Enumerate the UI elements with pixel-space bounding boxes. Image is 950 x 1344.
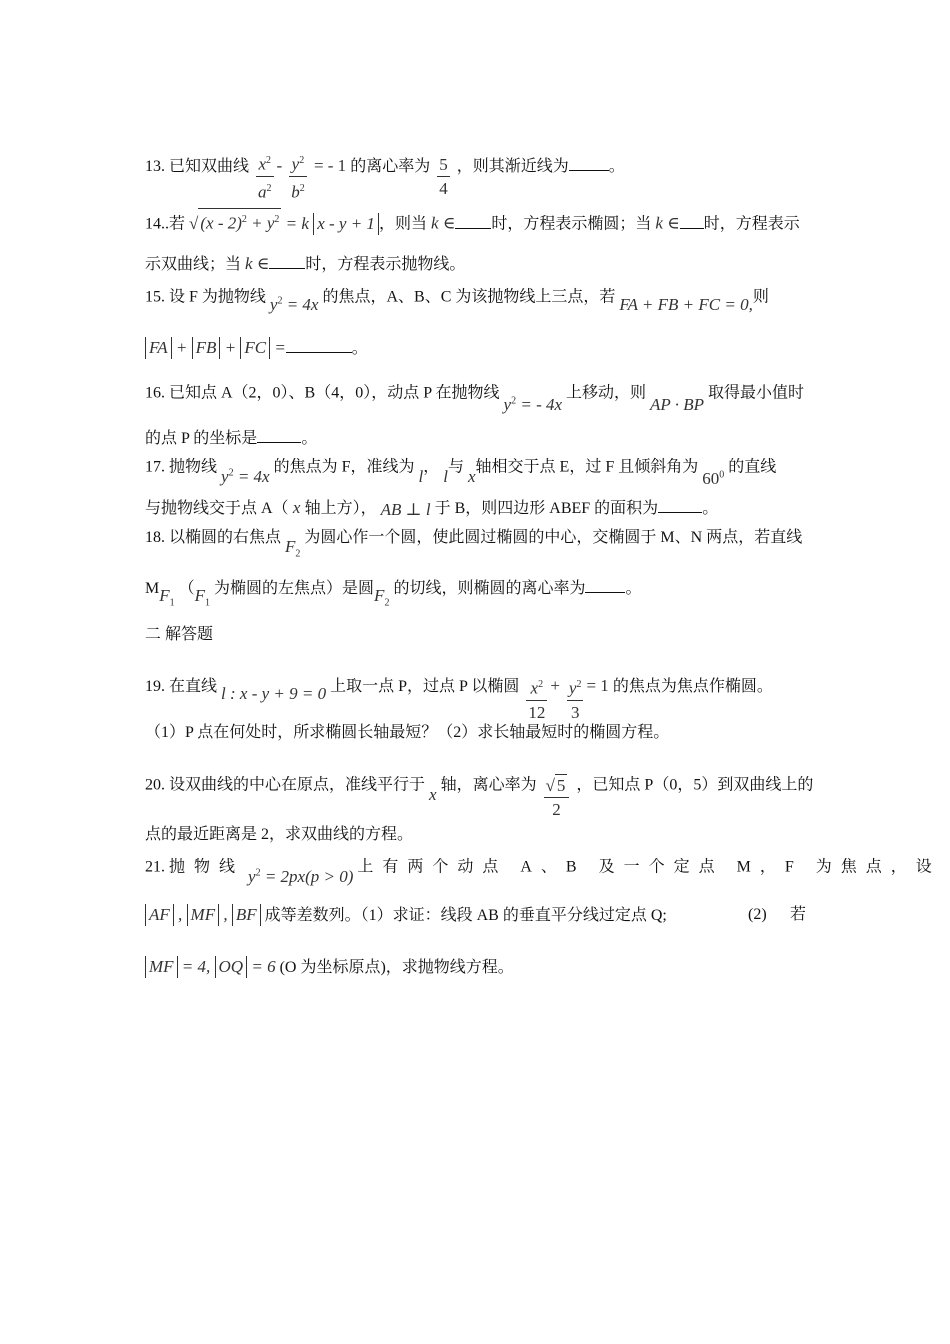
math-formula: $y^2$ = - 4x [503, 394, 563, 414]
answer-blank [585, 576, 625, 593]
answer-blank [269, 252, 305, 269]
question-17-continued: 与抛物线交于点 A（ x 轴上方）， AB ⊥ l 于 B，则四边形 ABEF 的面积为 。 [145, 498, 719, 519]
question-number: 18. [145, 529, 165, 546]
question-20: 20. 设双曲线的中心在原点，准线平行于 x 轴，离心率为 $\frac{√ 5}{2}$ ，已知点 P（0，5）到双曲线上的 [145, 762, 813, 810]
math-formula: $60^0$ [702, 468, 725, 488]
math-formula: √ $(x - 2)^2 + y^2 = k$ x - y + 1 [189, 214, 379, 233]
question-number: 14. [145, 215, 165, 233]
question-14-continued: 示双曲线；当 k ∈ 时，方程表示抛物线。 [145, 254, 466, 273]
question-16: 16. 已知点 A（2，0）、B（4，0），动点 P 在抛物线 $y^2$ = - 4x 上移动，则 AP · BP 取得最小值时 [145, 384, 805, 414]
question-number: 21. [145, 858, 165, 876]
question-19: 19. 在直线 l : x - y + 9 = 0 上取一点 P，过点 P 以椭圆 $\frac{x^2}{12}$ + $\frac{y^2}{3}$ = 1 的焦点为焦点作椭圆。 [145, 662, 773, 713]
question-21-continued: AF , MF , BF 成等差数列。（1）求证：线段 AB 的垂直平分线过定点 Q; [145, 904, 667, 927]
question-20-continued: 点的最近距离是 2，求双曲线的方程。 [145, 826, 414, 843]
question-number: 16. [145, 384, 165, 402]
question-number: 13. [145, 157, 165, 175]
question-number: 15. [145, 288, 165, 306]
answer-blank [680, 212, 704, 229]
math-formula: AP · BP [650, 394, 705, 414]
document-page: 13. 已知双曲线 $\frac{x^2}{a^2}$ - $\frac{y^2}{b^2}$ = - 1 的离心率为 $\frac{5}{4}$ ，则其渐近线为 。 14..若 √ $(x - 2)^2 + y^2 = k$ x - y + 1 ，则当 k ∈ 时，方程表示椭圆；当 k ∈ 时，方程表示 示双曲线；当 k ∈ 时，方程表示抛物线。 15. 设 F 为抛物线 $y^2 = 4x$ 的焦点，A、B、C 为该抛物线上三点，若 FA + FB + FC = 0,则 FA + FB + FC = 。 16. 已知点 A（2，0）、B（4，0），动点 P 在抛物线 $y^2$ = - 4x 上移动，则 AP · BP 取得最小值时 的点 P 的坐标是 。 17. 抛物线 $y^2 = 4x$ 的焦点为 F，准线为 l， l与 x轴相交于点 E，过 F 且倾斜角为 $60^0$ 的直线 与抛物线交于点 A（ x 轴上方）， AB ⊥ l 于 B，则四边形 ABEF 的面积为 。 18. 以椭圆的右焦点 $F_2$ 为圆心作一个圆，使此圆过椭圆的中心，交椭圆于 M、N 两点，若直线 $MF_1$ （$F_1$ 为椭圆的左焦点）是圆$F_2$ 的切线，则椭圆的离心率为 。 二 解答题 19. 在直线 l : x - y + 9 = 0 上取一点 P，过点 P 以椭圆 $\frac{x^2}{12}$ + $\frac{y^2}{3}$ = 1 的焦点为焦点作椭圆。 （1）P 点在何处时，所求椭圆长轴最短？（2）求长轴最短时的椭圆方程。 20. 设双曲线的中心在原点，准线平行于 x 轴，离心率为 $\frac{√ 5}{2}$ ，已知点 P（0，5）到双曲线上的 点的最近距离是 2，求双曲线的方程。 21. 抛物线 $y^2 = 2px(p > 0)$ 上有两个动点 A、B 及一个定点 M，F 为焦点，设 AF , MF , BF 成等差数列。（1）求证：线段 AB 的垂直平分线过定点 Q; (2) 若 MF = 4, OQ = 6 (O 为坐标原点)，求抛物线方程。 [0, 0, 950, 1344]
question-16-continued: 的点 P 的坐标是 。 [145, 426, 317, 450]
answer-blank [286, 336, 352, 353]
answer-blank [257, 426, 301, 443]
math-formula: $\frac{5}{4}$ [439, 154, 448, 198]
math-formula: $y^2 = 2px(p > 0)$ [248, 866, 354, 886]
math-formula: l : x - y + 9 = 0 [221, 684, 327, 703]
answer-blank [455, 212, 491, 229]
math-formula: AF , MF , BF [145, 905, 261, 924]
question-number: 17. [145, 458, 165, 476]
math-formula: AB ⊥ l [380, 500, 431, 519]
question-17: 17. 抛物线 $y^2 = 4x$ 的焦点为 F，准线为 l， l与 x轴相交于点 E，过 F 且倾斜角为 $60^0$ 的直线 [145, 458, 777, 488]
math-formula: $\frac{x^2}{a^2}$ [256, 150, 274, 204]
question-15-continued: FA + FB + FC = 。 [145, 336, 368, 360]
math-formula: FA + FB + FC = 0, [619, 294, 753, 314]
math-formula: MF = 4, OQ = 6 [145, 957, 276, 976]
math-formula: FA + FB + FC = [145, 338, 286, 357]
question-21: 21. 抛物线 $y^2 = 2px(p > 0)$ 上有两个动点 A、B 及一个定点 M，F 为焦点，设 [145, 858, 941, 886]
question-19-continued: （1）P 点在何处时，所求椭圆长轴最短？（2）求长轴最短时的椭圆方程。 [145, 724, 670, 741]
question-18: 18. 以椭圆的右焦点 $F_2$ 为圆心作一个圆，使此圆过椭圆的中心，交椭圆于 M、N 两点，若直线 [145, 529, 803, 560]
math-formula: $y^2 = 4x$ [269, 294, 319, 314]
question-number: 19. [145, 678, 165, 695]
question-15: 15. 设 F 为抛物线 $y^2 = 4x$ 的焦点，A、B、C 为该抛物线上三点，若 FA + FB + FC = 0,则 [145, 288, 769, 314]
answer-blank [658, 496, 702, 513]
question-21-continued-2: MF = 4, OQ = 6 (O 为坐标原点)，求抛物线方程。 [145, 956, 514, 979]
answer-blank [569, 154, 609, 171]
question-18-continued: $MF_1$ （$F_1$ 为椭圆的左焦点）是圆$F_2$ 的切线，则椭圆的离心率为 。 [145, 576, 641, 606]
math-formula: $y^2 = 4x$ [221, 466, 270, 486]
math-formula: $\frac{x^2}{12}$ [526, 674, 547, 725]
question-13: 13. 已知双曲线 $\frac{x^2}{a^2}$ - $\frac{y^2}{b^2}$ = - 1 的离心率为 $\frac{5}{4}$ ，则其渐近线为 。 [145, 140, 625, 194]
math-formula: $F_2$ [285, 537, 301, 560]
question-number: 20. [145, 776, 165, 794]
math-formula: $\frac{√ 5}{2}$ [544, 774, 570, 822]
question-14: 14..若 √ $(x - 2)^2 + y^2 = k$ x - y + 1 ，则当 k ∈ 时，方程表示椭圆；当 k ∈ 时，方程表示 [145, 208, 800, 236]
section-heading: 二 解答题 [145, 626, 214, 643]
